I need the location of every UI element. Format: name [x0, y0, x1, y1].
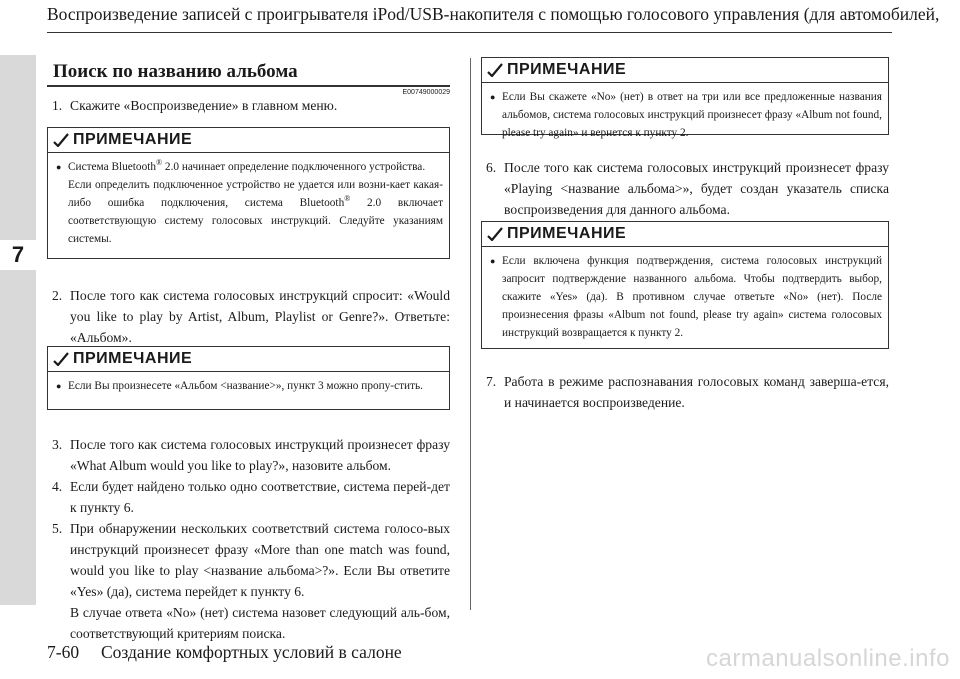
- note-3-text: ● Если Вы скажете «No» (нет) в ответ на три или все предложенные названия альбомов, система голосовых инструкций произнесет фразу «Album not found, please try again» и вернется к пункту 2.: [492, 88, 882, 142]
- step-2: 2. После того как система голосовых инструкций спросит: «Would you like to play by Artist, Album, Playlist or Genre?». Ответьте: «Альбом».: [52, 288, 450, 345]
- pencil-check-icon: [487, 227, 503, 241]
- note-box-3: [481, 57, 889, 139]
- step-1: 1. Скажите «Воспроизведение» в главном меню.: [52, 98, 338, 113]
- note-4-text: ● Если включена функция подтверждения, система голосовых инструкций запросит подтверждение названного альбома. Чтобы подтвердить выбор, скажите «Yes» (да). В противном случае ответьте «No» (нет). После произнесения фразы «Album not found, please try again» система голосовых инструкций возвращается к пункту 2.: [492, 252, 882, 342]
- page-number: 7-60: [47, 642, 80, 662]
- pencil-check-icon: [53, 133, 69, 147]
- note-header: [482, 58, 888, 83]
- note-header: [48, 347, 449, 372]
- header-rule: [47, 32, 892, 33]
- section-title: Поиск по названию альбома: [47, 57, 450, 87]
- note-1-text: ● Система Bluetooth® 2.0 начинает определение подключенного устройства. Если определить подключенное устройство не удается или возни-кает какая-либо ошибка подключения, система Bluetooth® 2.0 включает соответствующую систему голосовых инструкций. Следуйте указаниям системы.: [58, 158, 443, 248]
- page-header-title: Воспроизведение записей с проигрывателя iPod/USB-накопителя с помощью голосового управления (для автомобилей,: [47, 4, 940, 24]
- column-divider: [470, 58, 471, 610]
- note-header: [482, 222, 888, 247]
- pencil-check-icon: [53, 352, 69, 366]
- note-header: [48, 128, 449, 153]
- note-label: ПРИМЕЧАНИЕ: [507, 61, 627, 78]
- footer-section-title: Создание комфортных условий в салоне: [101, 642, 402, 662]
- pencil-check-icon: [487, 63, 503, 77]
- step-4: 4. Если будет найдено только одно соответствие, система перей-дет к пункту 6.: [52, 479, 450, 515]
- watermark: carmanualsonline.info: [706, 645, 950, 672]
- note-label: ПРИМЕЧАНИЕ: [73, 131, 193, 148]
- chapter-side-tab: [0, 55, 36, 605]
- note-2-text: ● Если Вы произнесете «Альбом <название>», пункт 3 можно пропу-стить.: [58, 377, 443, 395]
- note-box-4: [481, 221, 889, 349]
- note-box-1: [47, 127, 450, 259]
- chapter-number: 7: [0, 240, 36, 270]
- note-label: ПРИМЕЧАНИЕ: [73, 350, 193, 367]
- step-6: 6. После того как система голосовых инструкций произнесет фразу «Playing <название альбома>», будет создан указатель списка воспроизведения для данного альбома.: [486, 160, 889, 217]
- step-7: 7. Работа в режиме распознавания голосовых команд заверша-ется, и начинается воспроизведение.: [486, 374, 889, 410]
- note-box-2: [47, 346, 450, 410]
- section-code: E00749000029: [402, 89, 450, 96]
- note-label: ПРИМЕЧАНИЕ: [507, 225, 627, 242]
- step-3: 3. После того как система голосовых инструкций произнесет фразу «What Album would you like to play?», назовите альбом.: [52, 437, 450, 473]
- step-5: 5. При обнаружении нескольких соответствий система голосо-вых инструкций произнесет фразу «More than one match was found, would you like to play <название альбома>?». Если Вы ответите «Yes» (да), система перейдет к пункту 6. В случае ответа «No» (нет) система назовет следующий аль-бом, соответствующий критериям поиска.: [52, 521, 450, 641]
